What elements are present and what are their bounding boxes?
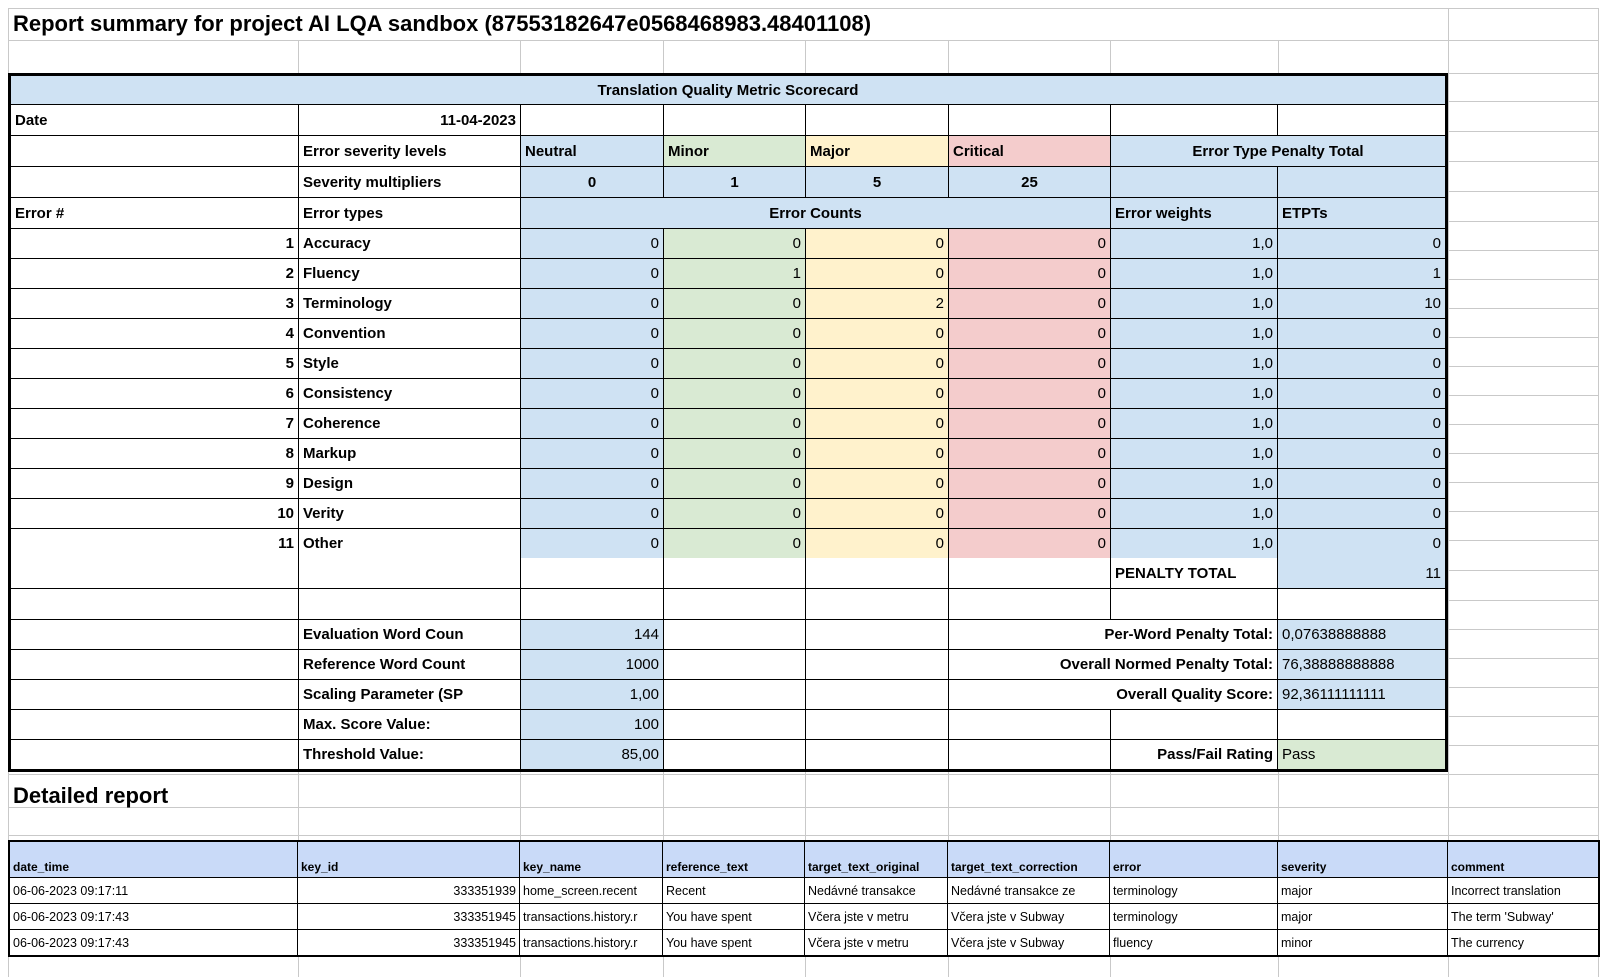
date-label-cell[interactable]: Date	[11, 105, 299, 135]
detail-header-row	[10, 842, 1598, 878]
error-type-cell[interactable]: Style	[299, 349, 521, 378]
empty-cell[interactable]	[949, 710, 1111, 739]
neutral-count-cell[interactable]: 0	[521, 379, 664, 408]
comment-cell[interactable]: The term 'Subway'	[1451, 909, 1554, 924]
etpt-cell[interactable]: 0	[1278, 409, 1445, 438]
grid-cell	[1279, 808, 1449, 836]
grid-cell	[1449, 483, 1599, 512]
grid-cell	[1449, 659, 1599, 688]
key-name-cell[interactable]: home_screen.recent	[520, 878, 663, 903]
minor-count-cell[interactable]: 1	[664, 259, 806, 288]
eval-wordcount-value-cell[interactable]: 144	[521, 620, 664, 649]
error-cell[interactable]: fluency	[1110, 930, 1278, 955]
scaling-value-cell[interactable]: 1,00	[521, 680, 664, 709]
error-weight-cell[interactable]: 1,0	[1111, 229, 1278, 258]
minor-count-cell[interactable]: 0	[664, 229, 806, 258]
key-id-cell[interactable]: 333351945	[298, 930, 520, 955]
empty-cell[interactable]	[806, 589, 949, 619]
critical-count-cell[interactable]: 0	[949, 469, 1111, 498]
critical-count-cell[interactable]: 0	[949, 259, 1111, 288]
ref-wordcount-row	[11, 650, 1445, 680]
neutral-count-cell[interactable]: 0	[521, 469, 664, 498]
threshold-value-cell[interactable]: 85,00	[521, 740, 664, 769]
empty-cell[interactable]	[1278, 710, 1445, 739]
key-name-cell[interactable]: transactions.history.r	[520, 930, 663, 955]
error-type-cell[interactable]: Verity	[299, 499, 521, 528]
error-row	[11, 349, 1445, 379]
error-counts-header-cell[interactable]: Error Counts	[521, 198, 1111, 228]
grid-cell	[299, 775, 521, 808]
grid-cell	[1449, 41, 1599, 74]
grid-cell	[1449, 808, 1599, 836]
etpt-cell[interactable]: 0	[1278, 469, 1445, 498]
max-score-value-cell[interactable]: 100	[521, 710, 664, 739]
scaling-label-cell[interactable]: Scaling Parameter (SP	[299, 680, 521, 709]
scorecard-title-cell[interactable]: Translation Quality Metric Scorecard	[11, 76, 1445, 104]
grid-cell	[664, 808, 806, 836]
empty-cell[interactable]	[664, 589, 806, 619]
multiplier-major-cell[interactable]: 5	[806, 167, 949, 197]
detailed-report-title: Detailed report	[13, 783, 169, 808]
empty-cell[interactable]	[664, 558, 806, 588]
date-time-cell[interactable]: 06-06-2023 09:17:43	[10, 930, 298, 955]
severity-levels-label-cell[interactable]: Error severity levels	[299, 136, 521, 166]
empty-cell[interactable]	[1278, 167, 1445, 197]
per-word-penalty-value-cell[interactable]: 0,07638888888	[1278, 620, 1445, 649]
major-count-cell[interactable]: 0	[806, 319, 949, 348]
error-weight-cell[interactable]: 1,0	[1111, 379, 1278, 408]
col-header-target-text-original[interactable]: target_text_original	[805, 842, 948, 877]
empty-cell[interactable]	[806, 650, 949, 679]
critical-count-cell[interactable]: 0	[949, 409, 1111, 438]
empty-cell[interactable]	[11, 710, 299, 739]
multiplier-neutral-cell[interactable]: 0	[521, 167, 664, 197]
neutral-count-cell[interactable]: 0	[521, 229, 664, 258]
empty-cell[interactable]	[664, 650, 806, 679]
severity-neutral-cell[interactable]: Neutral	[521, 136, 664, 166]
empty-cell[interactable]	[1111, 710, 1278, 739]
etpt-cell[interactable]: 0	[1278, 229, 1445, 258]
minor-count-cell[interactable]: 0	[664, 349, 806, 378]
comment-cell[interactable]: The currency	[1451, 935, 1524, 950]
major-count-cell[interactable]: 0	[806, 349, 949, 378]
col-header-key-id[interactable]: key_id	[298, 842, 520, 877]
major-count-cell[interactable]: 0	[806, 469, 949, 498]
empty-cell[interactable]	[521, 558, 664, 588]
grid-cell	[1449, 541, 1599, 571]
col-header-date-time[interactable]: date_time	[10, 842, 298, 877]
neutral-count-cell[interactable]: 0	[521, 319, 664, 348]
grid-cell	[1279, 775, 1449, 808]
key-id-cell[interactable]: 333351939	[298, 878, 520, 903]
minor-count-cell[interactable]: 0	[664, 409, 806, 438]
major-count-cell[interactable]: 0	[806, 379, 949, 408]
threshold-row	[11, 740, 1445, 769]
error-row	[11, 319, 1445, 349]
col-header-target-text-correction[interactable]: target_text_correction	[948, 842, 1110, 877]
major-count-cell[interactable]: 0	[806, 229, 949, 258]
neutral-count-cell[interactable]: 0	[521, 409, 664, 438]
error-num-cell[interactable]: 1	[11, 229, 299, 258]
minor-count-cell[interactable]: 0	[664, 529, 806, 558]
empty-cell[interactable]	[11, 740, 299, 769]
penalty-total-label-cell[interactable]: PENALTY TOTAL	[1111, 558, 1278, 588]
detail-row	[10, 878, 1598, 904]
grid-cell	[806, 41, 949, 74]
error-num-cell[interactable]: 9	[11, 469, 299, 498]
critical-count-cell[interactable]: 0	[949, 379, 1111, 408]
grid-cell	[1449, 74, 1599, 102]
etpt-cell[interactable]: 0	[1278, 499, 1445, 528]
grid-cell	[1449, 338, 1599, 367]
empty-cell[interactable]	[949, 740, 1111, 769]
error-type-cell[interactable]: Design	[299, 469, 521, 498]
grid-cell	[1449, 309, 1599, 338]
neutral-count-cell[interactable]: 0	[521, 289, 664, 318]
grid-cell	[1111, 808, 1279, 836]
error-weight-cell[interactable]: 1,0	[1111, 349, 1278, 378]
grid-cell	[1449, 192, 1599, 222]
error-cell[interactable]: terminology	[1110, 904, 1278, 929]
detail-rows	[10, 878, 1598, 955]
critical-count-cell[interactable]: 0	[949, 319, 1111, 348]
etpt-cell[interactable]: 10	[1278, 289, 1445, 318]
comment-cell[interactable]: Incorrect translation	[1451, 883, 1561, 898]
eval-wordcount-label-cell[interactable]: Evaluation Word Coun	[299, 620, 521, 649]
col-header-comment[interactable]: comment	[1451, 860, 1505, 874]
date-value-cell[interactable]: 11-04-2023	[299, 105, 521, 135]
detail-row	[10, 930, 1598, 955]
grid-cell	[1449, 280, 1599, 309]
error-table-header-row	[11, 198, 1445, 229]
quality-score-label-cell[interactable]: Overall Quality Score:	[949, 680, 1278, 709]
reference-text-cell[interactable]: Recent	[663, 878, 805, 903]
severity-cell[interactable]: major	[1278, 904, 1448, 929]
minor-count-cell[interactable]: 0	[664, 499, 806, 528]
grid-cell	[1449, 454, 1599, 483]
grid-cell	[949, 775, 1111, 808]
neutral-count-cell[interactable]: 0	[521, 259, 664, 288]
error-row	[11, 409, 1445, 439]
empty-cell[interactable]	[299, 589, 521, 619]
empty-cell[interactable]	[1111, 589, 1278, 619]
error-weights-header-cell[interactable]: Error weights	[1111, 198, 1278, 228]
grid-cell	[1449, 132, 1599, 162]
empty-cell[interactable]	[664, 105, 806, 135]
severity-cell[interactable]: minor	[1278, 930, 1448, 955]
major-count-cell[interactable]: 0	[806, 499, 949, 528]
grid-cell	[806, 775, 949, 808]
critical-count-cell[interactable]: 0	[949, 529, 1111, 558]
severity-levels-row	[11, 136, 1445, 167]
error-weight-cell[interactable]: 1,0	[1111, 499, 1278, 528]
error-type-cell[interactable]: Convention	[299, 319, 521, 348]
error-row	[11, 259, 1445, 289]
empty-cell[interactable]	[806, 740, 949, 769]
error-type-cell[interactable]: Fluency	[299, 259, 521, 288]
critical-count-cell[interactable]: 0	[949, 349, 1111, 378]
detailed-report-table	[8, 840, 1600, 957]
empty-cell[interactable]	[11, 650, 299, 679]
empty-cell[interactable]	[664, 620, 806, 649]
neutral-count-cell[interactable]: 0	[521, 529, 664, 558]
grid-cell	[1449, 512, 1599, 541]
key-id-cell[interactable]: 333351945	[298, 904, 520, 929]
error-rows	[11, 229, 1445, 558]
error-weight-cell[interactable]: 1,0	[1111, 529, 1278, 558]
target-text-correction-cell[interactable]: Včera jste v Subway	[948, 904, 1110, 929]
severity-cell[interactable]: major	[1278, 878, 1448, 903]
grid-cell	[1449, 630, 1599, 659]
severity-critical-cell[interactable]: Critical	[949, 136, 1111, 166]
grid-cell	[521, 808, 664, 836]
empty-cell[interactable]	[1111, 167, 1278, 197]
error-num-cell[interactable]: 11	[11, 529, 299, 558]
error-weight-cell[interactable]: 1,0	[1111, 439, 1278, 468]
empty-cell[interactable]	[299, 558, 521, 588]
grid-cell	[949, 808, 1111, 836]
etpt-cell[interactable]: 1	[1278, 259, 1445, 288]
grid-cell	[9, 41, 299, 74]
major-count-cell[interactable]: 2	[806, 289, 949, 318]
empty-cell[interactable]	[806, 105, 949, 135]
neutral-count-cell[interactable]: 0	[521, 349, 664, 378]
empty-cell[interactable]	[806, 620, 949, 649]
error-weight-cell[interactable]: 1,0	[1111, 409, 1278, 438]
per-word-penalty-label-cell[interactable]: Per-Word Penalty Total:	[949, 620, 1278, 649]
target-text-correction-cell[interactable]: Nedávné transakce ze	[948, 878, 1110, 903]
empty-cell[interactable]	[949, 105, 1111, 135]
critical-count-cell[interactable]: 0	[949, 289, 1111, 318]
grid-cell	[1449, 717, 1599, 746]
error-weight-cell[interactable]: 1,0	[1111, 259, 1278, 288]
empty-cell[interactable]	[1111, 105, 1278, 135]
grid-cell	[1449, 9, 1599, 41]
empty-cell[interactable]	[664, 710, 806, 739]
major-count-cell[interactable]: 0	[806, 409, 949, 438]
grid-cell	[1449, 571, 1599, 601]
empty-cell[interactable]	[806, 558, 949, 588]
penalty-total-value-cell[interactable]: 11	[1278, 558, 1445, 588]
empty-cell[interactable]	[11, 558, 299, 588]
error-cell[interactable]: terminology	[1110, 878, 1278, 903]
empty-cell[interactable]	[1278, 105, 1445, 135]
report-title: Report summary for project AI LQA sandbox (87553182647e0568468983.48401108)	[13, 11, 872, 36]
severity-minor-cell[interactable]: Minor	[664, 136, 806, 166]
error-row	[11, 469, 1445, 499]
ref-wordcount-value-cell[interactable]: 1000	[521, 650, 664, 679]
error-weight-cell[interactable]: 1,0	[1111, 319, 1278, 348]
error-row	[11, 499, 1445, 529]
multiplier-minor-cell[interactable]: 1	[664, 167, 806, 197]
neutral-count-cell[interactable]: 0	[521, 439, 664, 468]
empty-cell[interactable]	[521, 589, 664, 619]
normed-penalty-label-cell[interactable]: Overall Normed Penalty Total:	[949, 650, 1278, 679]
col-header-severity[interactable]: severity	[1278, 842, 1448, 877]
etpt-cell[interactable]: 0	[1278, 349, 1445, 378]
error-row	[11, 229, 1445, 259]
error-num-cell[interactable]: 5	[11, 349, 299, 378]
empty-cell[interactable]	[949, 589, 1111, 619]
quality-score-value-cell[interactable]: 92,36111111111	[1278, 680, 1445, 709]
etpt-total-header-cell[interactable]: Error Type Penalty Total	[1111, 136, 1445, 166]
grid-cell	[664, 775, 806, 808]
grid-cell	[1449, 425, 1599, 454]
etpt-cell[interactable]: 0	[1278, 439, 1445, 468]
error-num-cell[interactable]: 3	[11, 289, 299, 318]
reference-text-cell[interactable]: You have spent	[663, 930, 805, 955]
major-count-cell[interactable]: 0	[806, 259, 949, 288]
minor-count-cell[interactable]: 0	[664, 469, 806, 498]
scorecard-table	[8, 73, 1448, 772]
grid-cell	[1449, 601, 1599, 630]
empty-cell[interactable]	[664, 680, 806, 709]
critical-count-cell[interactable]: 0	[949, 229, 1111, 258]
grid-cell	[1111, 775, 1279, 808]
etpt-cell[interactable]: 0	[1278, 529, 1445, 558]
error-type-cell[interactable]: Accuracy	[299, 229, 521, 258]
empty-cell[interactable]	[521, 105, 664, 135]
error-type-cell[interactable]: Consistency	[299, 379, 521, 408]
error-weight-cell[interactable]: 1,0	[1111, 469, 1278, 498]
error-row	[11, 379, 1445, 409]
scaling-row	[11, 680, 1445, 710]
major-count-cell[interactable]: 0	[806, 439, 949, 468]
target-text-original-cell[interactable]: Včera jste v metru	[805, 904, 948, 929]
penalty-total-row	[11, 558, 1445, 589]
grid-cell	[1449, 251, 1599, 280]
detail-row	[10, 904, 1598, 930]
minor-count-cell[interactable]: 0	[664, 379, 806, 408]
eval-wordcount-row	[11, 620, 1445, 650]
minor-count-cell[interactable]: 0	[664, 289, 806, 318]
grid-cell	[521, 41, 664, 74]
empty-cell[interactable]	[806, 710, 949, 739]
grid-cell	[806, 808, 949, 836]
ref-wordcount-label-cell[interactable]: Reference Word Count	[299, 650, 521, 679]
error-type-cell[interactable]: Coherence	[299, 409, 521, 438]
col-header-error[interactable]: error	[1110, 842, 1278, 877]
grid-cell	[1111, 41, 1279, 74]
target-text-correction-cell[interactable]: Včera jste v Subway	[948, 930, 1110, 955]
error-row	[11, 289, 1445, 319]
error-num-cell[interactable]: 4	[11, 319, 299, 348]
empty-cell[interactable]	[1278, 589, 1445, 619]
empty-cell[interactable]	[11, 136, 299, 166]
pass-fail-value-cell[interactable]: Pass	[1278, 740, 1445, 769]
error-num-cell[interactable]: 10	[11, 499, 299, 528]
grid-cell	[1449, 102, 1599, 132]
error-type-cell[interactable]: Other	[299, 529, 521, 558]
empty-cell[interactable]	[11, 620, 299, 649]
grid-cell	[1449, 746, 1599, 775]
grid-cell	[1449, 396, 1599, 425]
empty-cell[interactable]	[11, 680, 299, 709]
error-num-header-cell[interactable]: Error #	[11, 198, 299, 228]
target-text-original-cell[interactable]: Nedávné transakce	[805, 878, 948, 903]
error-weight-cell[interactable]: 1,0	[1111, 289, 1278, 318]
neutral-count-cell[interactable]: 0	[521, 499, 664, 528]
severity-major-cell[interactable]: Major	[806, 136, 949, 166]
multiplier-critical-cell[interactable]: 25	[949, 167, 1111, 197]
multipliers-label-cell[interactable]: Severity multipliers	[299, 167, 521, 197]
error-num-cell[interactable]: 8	[11, 439, 299, 468]
col-header-reference-text[interactable]: reference_text	[663, 842, 805, 877]
severity-multipliers-row	[11, 167, 1445, 198]
error-num-cell[interactable]: 6	[11, 379, 299, 408]
date-row	[11, 105, 1445, 136]
empty-cell[interactable]	[11, 167, 299, 197]
etpt-cell[interactable]: 0	[1278, 379, 1445, 408]
pass-fail-label-cell[interactable]: Pass/Fail Rating	[1111, 740, 1278, 769]
minor-count-cell[interactable]: 0	[664, 439, 806, 468]
empty-cell[interactable]	[806, 680, 949, 709]
major-count-cell[interactable]: 0	[806, 529, 949, 558]
grid-cell	[299, 808, 521, 836]
grid-cell	[299, 41, 521, 74]
grid-cell	[1449, 775, 1599, 808]
key-name-cell[interactable]: transactions.history.r	[520, 904, 663, 929]
reference-text-cell[interactable]: You have spent	[663, 904, 805, 929]
empty-cell[interactable]	[664, 740, 806, 769]
error-row	[11, 439, 1445, 469]
error-row	[11, 529, 1445, 558]
grid-cell	[521, 775, 664, 808]
grid-cell	[9, 808, 299, 836]
date-time-cell[interactable]: 06-06-2023 09:17:11	[10, 878, 298, 903]
date-time-cell[interactable]: 06-06-2023 09:17:43	[10, 904, 298, 929]
threshold-label-cell[interactable]: Threshold Value:	[299, 740, 521, 769]
error-num-cell[interactable]: 2	[11, 259, 299, 288]
critical-count-cell[interactable]: 0	[949, 439, 1111, 468]
col-header-key-name[interactable]: key_name	[520, 842, 663, 877]
empty-cell[interactable]	[949, 558, 1111, 588]
grid-cell	[949, 41, 1111, 74]
error-type-cell[interactable]: Markup	[299, 439, 521, 468]
error-type-cell[interactable]: Terminology	[299, 289, 521, 318]
grid-cell	[1449, 688, 1599, 717]
spacer-row	[11, 589, 1445, 620]
etpt-cell[interactable]: 0	[1278, 319, 1445, 348]
grid-cell	[1279, 41, 1449, 74]
error-num-cell[interactable]: 7	[11, 409, 299, 438]
grid-cell	[1449, 162, 1599, 192]
minor-count-cell[interactable]: 0	[664, 319, 806, 348]
max-score-row	[11, 710, 1445, 740]
empty-cell[interactable]	[11, 589, 299, 619]
grid-cell	[664, 41, 806, 74]
normed-penalty-value-cell[interactable]: 76,38888888888	[1278, 650, 1445, 679]
max-score-label-cell[interactable]: Max. Score Value:	[299, 710, 521, 739]
etpts-header-cell[interactable]: ETPTs	[1278, 198, 1445, 228]
error-types-header-cell[interactable]: Error types	[299, 198, 521, 228]
target-text-original-cell[interactable]: Včera jste v metru	[805, 930, 948, 955]
scorecard-title-row	[11, 76, 1445, 105]
grid-cell	[1449, 367, 1599, 396]
critical-count-cell[interactable]: 0	[949, 499, 1111, 528]
grid-cell	[1449, 222, 1599, 251]
